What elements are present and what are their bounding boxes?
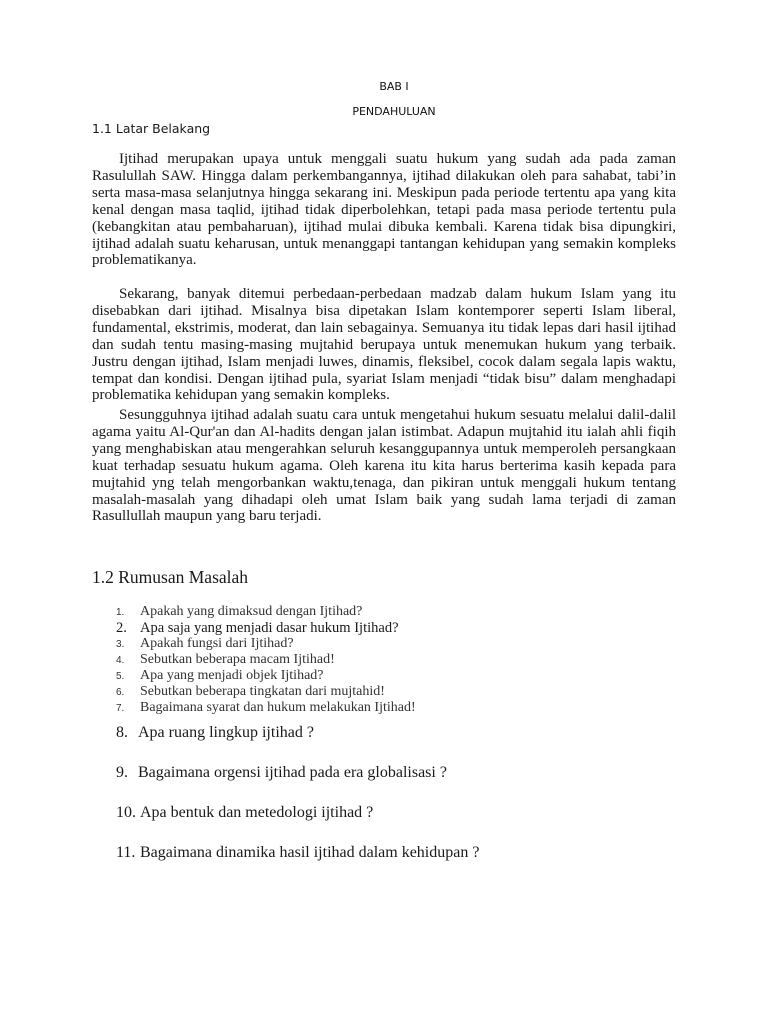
question-list xyxy=(116,604,416,716)
list-text: Bagaimana dinamika hasil ijtihad dalam kehidupan ? xyxy=(140,844,480,861)
paragraph: Sekarang, banyak ditemui perbedaan-perbedaan madzab dalam hukum Islam yang itu disebabkan dari ijtihad. Misalnya bisa dipetakan Islam kontemporer seperti Islam liberal, fundamental, ekstrimis, moderat, dan lain sebagainya. Semuanya itu tidak lepas dari hasil ijtihad dan sudah tentu masing-masing mujtahid berupaya untuk menemukan hukum yang terbaik. Justru dengan ijtihad, Islam menjadi luwes, dinamis, fleksibel, cocok dalam segala lapis waktu, tempat dan kondisi. Dengan ijtihad pula, syariat Islam menjadi “tidak bisu” dalam menghadapi problematika kehidupan yang semakin kompleks. xyxy=(92,286,676,404)
list-item xyxy=(116,700,416,716)
list-number: 10. xyxy=(116,804,136,821)
list-number: 9. xyxy=(116,764,128,781)
list-number: 2. xyxy=(116,620,127,636)
list-number: 11. xyxy=(116,844,136,861)
section-heading-rumusan-masalah: 1.2 Rumusan Masalah xyxy=(92,567,249,587)
list-item xyxy=(116,763,447,783)
list-text: Apakah fungsi dari Ijtihad? xyxy=(140,636,294,651)
list-number: 6. xyxy=(116,687,125,698)
list-text: Apa ruang lingkup ijtihad ? xyxy=(138,724,314,741)
section-heading-latar-belakang: 1.1 Latar Belakang xyxy=(92,121,211,136)
paragraph: Sesungguhnya ijtihad adalah suatu cara untuk mengetahui hukum sesuatu melalui dalil-dalil agama yaitu Al-Qur'an dan Al-hadits dengan jalan istimbat. Adapun mujtahid itu ialah ahli fiqih yang menghabiskan atau mengerahkan seluruh kesanggupannya untuk memperoleh persangkaan kuat terhadap sesuatu hukum agama. Oleh karena itu kita harus berterima kasih kepada para mujtahid yng telah mengorbankan waktu,tenaga, dan pikiran untuk menggali hukum tentang masalah-masalah yang dihadapi oleh umat Islam baik yang sudah lama terjadi di zaman Rasullullah maupun yang baru terjadi. xyxy=(92,407,676,525)
list-number: 3. xyxy=(116,639,125,650)
list-item xyxy=(116,620,416,636)
list-item xyxy=(116,668,416,684)
list-number: 8. xyxy=(116,724,128,741)
list-item xyxy=(116,604,416,620)
list-text: Apa yang menjadi objek Ijtihad? xyxy=(140,668,324,683)
list-text: Apakah yang dimaksud dengan Ijtihad? xyxy=(140,604,363,619)
list-item xyxy=(116,843,479,863)
list-number: 5. xyxy=(116,671,125,682)
list-text: Apa bentuk dan metedologi ijtihad ? xyxy=(140,804,374,821)
list-number: 7. xyxy=(116,703,125,714)
list-item xyxy=(116,803,373,823)
paragraph: Ijtihad merupakan upaya untuk menggali suatu hukum yang sudah ada pada zaman Rasulullah SAW. Hingga dalam perkembangannya, ijtihad dilakukan oleh para sahabat, tabi’in serta masa-masa selanjutnya hingga sekarang ini. Meskipun pada periode tertentu apa yang kita kenal dengan masa taqlid, ijtihad tidak diperbolehkan, tetapi pada masa periode tertentu pula (kebangkitan atau pembaharuan), ijtihad mulai dibuka kembali. Karena tidak bisa dipungkiri, ijtihad adalah suatu keharusan, untuk menanggapi tantangan kehidupan yang semakin kompleks problematikanya. xyxy=(92,151,676,269)
list-number: 4. xyxy=(116,655,125,666)
chapter-number: BAB I xyxy=(379,80,409,93)
list-item xyxy=(116,636,416,652)
list-text: Sebutkan beberapa macam Ijtihad! xyxy=(140,652,335,667)
list-text: Apa saja yang menjadi dasar hukum Ijtihad? xyxy=(140,620,399,636)
chapter-title: PENDAHULUAN xyxy=(352,105,436,118)
list-number: 1. xyxy=(116,607,125,618)
list-text: Bagaimana syarat dan hukum melakukan Ijtihad! xyxy=(140,700,416,715)
list-item xyxy=(116,652,416,668)
list-item xyxy=(116,684,416,700)
list-item xyxy=(116,723,314,743)
list-text: Sebutkan beberapa tingkatan dari mujtahid! xyxy=(140,684,385,699)
list-text: Bagaimana orgensi ijtihad pada era globalisasi ? xyxy=(138,764,447,781)
